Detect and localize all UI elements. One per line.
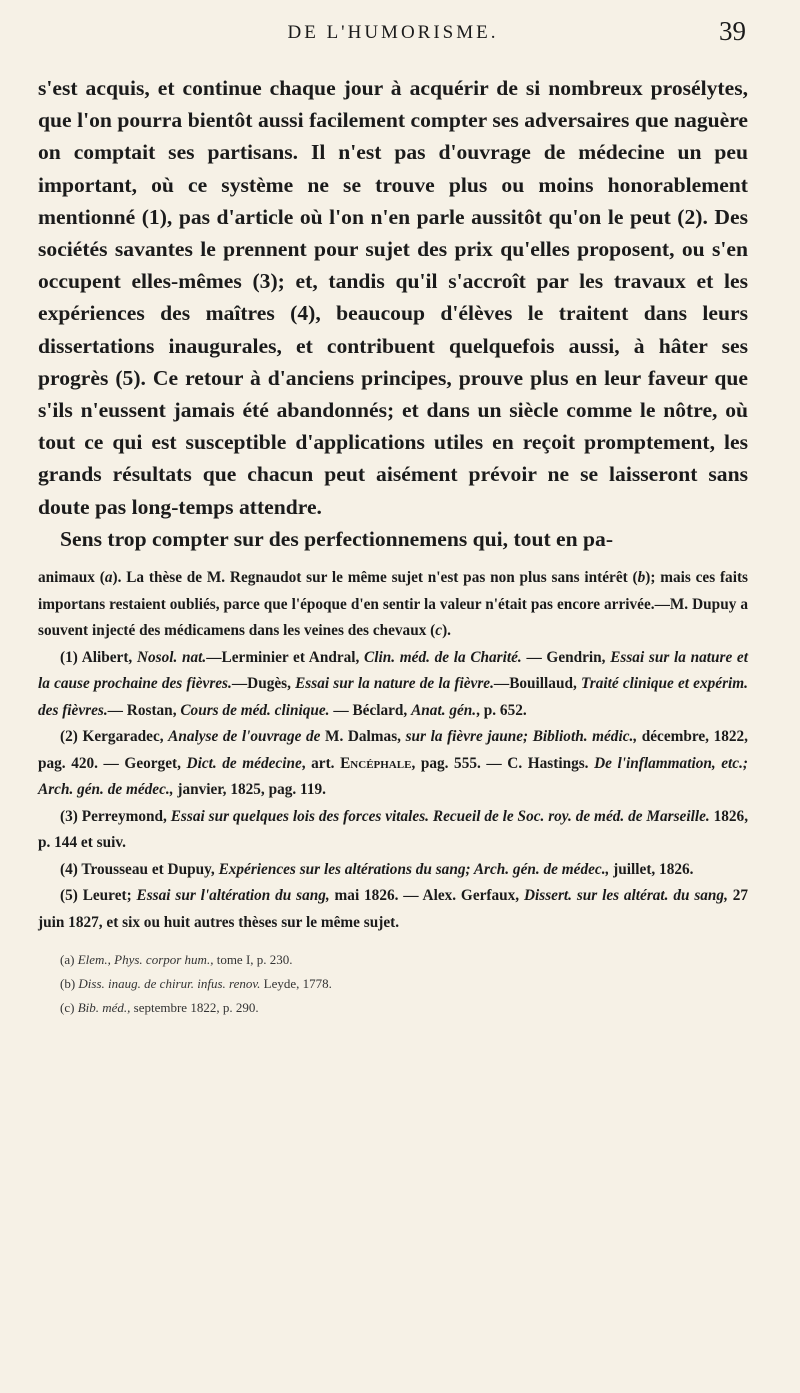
body-paragraph: s'est acquis, et continue chaque jour à acquérir de si nombreux prosélytes, que l'on pourra bientôt aussi facilement compter ses adversaires que naguère on comptait ses partisans. Il n'est pas d'ouvrage de médecine un peu important, où ce système ne se trouve plus ou moins honorablement mentionné (1), pas d'article où l'on n'en parle aussitôt qu'on le peut (2). Des sociétés savantes le prennent pour sujet des prix qu'elles proposent, ou s'en occupent elles-mêmes (3); et, tandis qu'il s'accroît par les travaux et les expériences des maîtres (4), beaucoup d'élèves le traitent dans leurs dissertations inaugurales, et contribuent quelquefois aussi, à hâter ses progrès (5). Ce retour à d'anciens principes, prouve plus en leur faveur que s'ils n'eussent jamais été abandonnés; et dans un siècle comme le nôtre, où tout ce qui est susceptible d'applications utiles en reçoit promptement, les grands résultats que chacun peut aisément prévoir ne se laisseront sans doute pas long-temps attendre. xyxy=(38,76,748,519)
source-notes xyxy=(38,948,748,1020)
carryover-paragraph: animaux (a). La thèse de M. Regnaudot sur le même sujet n'est pas non plus sans intérêt (b); mais ces faits importans restaient oubliés, parce que l'époque d'en sentir la valeur n'était pas encore arrivée.—M. Dupuy a souvent injecté des médicamens dans les veines des chevaux (c). xyxy=(38,569,748,640)
page-header xyxy=(38,0,748,72)
source-note-a: (a) Elem., Phys. corpor hum., tome I, p. 230. xyxy=(60,952,293,968)
footnotes xyxy=(38,645,748,937)
note-mark-a: a xyxy=(104,569,113,587)
note-mark-b: b xyxy=(637,569,646,587)
footnote-3: (3) Perreymond, Essai sur quelques lois des forces vitales. Recueil de le Soc. roy. de méd. de Marseille. 1826, p. 144 et suiv. xyxy=(38,807,749,852)
source-note-c: (c) Bib. méd., septembre 1822, p. 290. xyxy=(60,1000,259,1016)
page-number: 39 xyxy=(719,16,746,46)
carryover-note xyxy=(38,565,748,645)
note-mark-c: c xyxy=(435,622,443,640)
running-head: DE L'HUMORISME. xyxy=(287,22,499,43)
footnote-5: (5) Leuret; Essai sur l'altération du sang, mai 1826. — Alex. Gerfaux, Dissert. sur les altérat. du sang, 27 juin 1827, et six ou huit autres thèses sur le même sujet. xyxy=(38,887,749,931)
footnote-4: (4) Trousseau et Dupuy, Expériences sur les altérations du sang; Arch. gén. de médec., juillet, 1826. xyxy=(60,860,694,878)
footnote-2: (2) Kergaradec, Analyse de l'ouvrage de M. Dalmas, sur la fièvre jaune; Biblioth. médic., décembre, 1822, pag. 420. — Georget, Dict. de médecine, art. Encéphale, pag. 555. — C. Hastings. De l'inflammation, etc.; Arch. gén. de médec., janvier, 1825, pag. 119. xyxy=(38,728,749,799)
main-text xyxy=(38,72,748,555)
footnote-1: (1) Alibert, Nosol. nat.—Lerminier et Andral, Clin. méd. de la Charité. — Gendrin, Essai sur la nature et la cause prochaine des fièvres.—Dugès, Essai sur la nature de la fièvre.—Bouillaud, Traité clinique et expérim. des fièvres.— Rostan, Cours de méd. clinique. — Béclard, Anat. gén., p. 652. xyxy=(38,648,748,719)
body-paragraph: Sens trop compter sur des perfectionnemens qui, tout en pa- xyxy=(60,526,614,551)
source-note-b: (b) Diss. inaug. de chirur. infus. renov. Leyde, 1778. xyxy=(60,976,332,992)
